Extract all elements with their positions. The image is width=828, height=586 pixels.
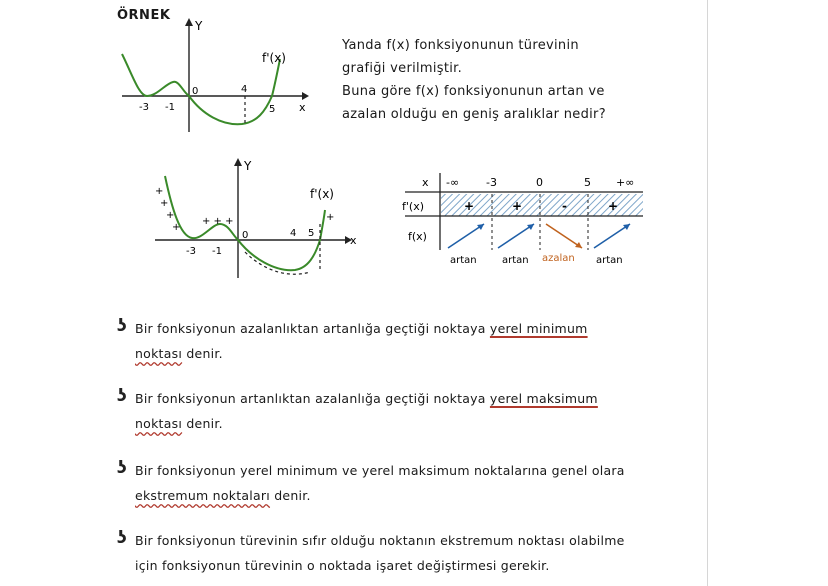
tick-label: -1	[165, 102, 175, 113]
plus-sign: + + +	[202, 216, 234, 227]
increasing-arrow-icon	[448, 224, 484, 248]
row-header-x: x	[422, 176, 429, 189]
y-arrow-icon	[234, 158, 242, 166]
plus-sign: +	[166, 210, 175, 221]
note-text: denir.	[182, 346, 223, 361]
tick-label: 5	[269, 104, 276, 115]
note-text: Bir fonksiyonun artanlıktan azalanlığa geçtiği noktaya	[135, 391, 490, 406]
question-text	[342, 34, 606, 126]
note-4	[135, 528, 625, 578]
tick-label: -1	[212, 246, 222, 257]
interval-label: artan	[502, 255, 529, 266]
question-line-2: grafiği verilmiştir.	[342, 61, 463, 76]
question-line-1: Yanda f(x) fonksiyonunun türevinin	[342, 38, 579, 53]
tick-label: -3	[139, 102, 149, 113]
x-axis-label: x	[299, 101, 306, 114]
increasing-arrow-icon	[527, 224, 534, 230]
sign-cell: +	[608, 199, 619, 213]
note-text: denir.	[182, 416, 223, 431]
derivative-graph-2	[150, 154, 370, 282]
tick-label: -3	[186, 246, 196, 257]
plus-sign: +	[172, 222, 181, 233]
note-text: için fonksiyonun türevinin o noktada işaret değiştirmesi gerekir.	[135, 558, 550, 573]
note-term: yerel minimum	[489, 321, 588, 336]
note-term: noktası	[135, 416, 183, 431]
tick-label: 0	[192, 86, 199, 97]
decreasing-arrow-icon	[575, 242, 582, 248]
y-axis-label: Y	[244, 159, 252, 173]
note-1	[135, 316, 588, 366]
increasing-arrow-icon	[498, 224, 534, 248]
note-text: denir.	[270, 488, 311, 503]
note-term: ekstremum noktaları	[135, 488, 271, 503]
question-line-3: Buna göre f(x) fonksiyonunun artan ve	[342, 84, 605, 99]
row-header-f: f(x)	[408, 230, 427, 243]
plus-sign: +	[326, 212, 335, 223]
sign-cell: +	[464, 199, 475, 213]
x-axis-label: x	[350, 234, 357, 247]
note-text: Bir fonksiyonun azalanlıktan artanlığa geçtiği noktaya	[135, 321, 490, 336]
plus-sign: +	[155, 186, 164, 197]
question-line-4: azalan olduğu en geniş aralıklar nedir?	[342, 107, 606, 122]
derivative-graph-1	[117, 14, 317, 134]
example-label: ÖRNEK	[117, 8, 171, 23]
curve-label: f'(x)	[310, 187, 334, 201]
note-3	[135, 458, 625, 508]
bullet-hook-icon: ʖ	[117, 458, 127, 478]
x-point-label: +∞	[616, 176, 635, 189]
decreasing-arrow-icon	[546, 224, 582, 248]
tick-label: 4	[241, 84, 248, 95]
note-term: yerel maksimum	[489, 391, 598, 406]
interval-label: artan	[596, 255, 623, 266]
bullet-hook-icon: ʖ	[117, 386, 127, 406]
y-arrow-icon	[185, 18, 193, 26]
increasing-arrow-icon	[477, 224, 484, 230]
note-text: Bir fonksiyonun türevinin sıfır olduğu noktanın ekstremum noktası olabilme	[135, 533, 625, 548]
note-2	[135, 386, 598, 436]
tick-label: 0	[242, 230, 249, 241]
x-arrow-icon	[302, 92, 309, 100]
x-point-label: -3	[486, 176, 497, 189]
note-term: noktası	[135, 346, 183, 361]
sign-cell: -	[562, 199, 567, 213]
increasing-arrow-icon	[623, 224, 630, 230]
page-edge	[707, 0, 708, 586]
row-header-fprime: f'(x)	[402, 200, 424, 213]
derivative-curve	[122, 54, 280, 124]
curve-label: f'(x)	[262, 51, 286, 65]
x-point-label: 0	[536, 176, 543, 189]
interval-label: azalan	[542, 253, 575, 264]
interval-label: artan	[450, 255, 477, 266]
bullet-hook-icon: ʖ	[117, 316, 127, 336]
increasing-arrow-icon	[594, 224, 630, 248]
sign-cell: +	[512, 199, 523, 213]
x-point-label: 5	[584, 176, 591, 189]
y-axis-label: Y	[195, 19, 203, 33]
tick-label: 5	[308, 228, 315, 239]
sign-table	[400, 168, 650, 268]
x-point-label: -∞	[446, 176, 460, 189]
note-text: Bir fonksiyonun yerel minimum ve yerel maksimum noktalarına genel olara	[135, 463, 625, 478]
plus-sign: +	[160, 198, 169, 209]
tick-label: 4	[290, 228, 297, 239]
bullet-hook-icon: ʖ	[117, 528, 127, 548]
